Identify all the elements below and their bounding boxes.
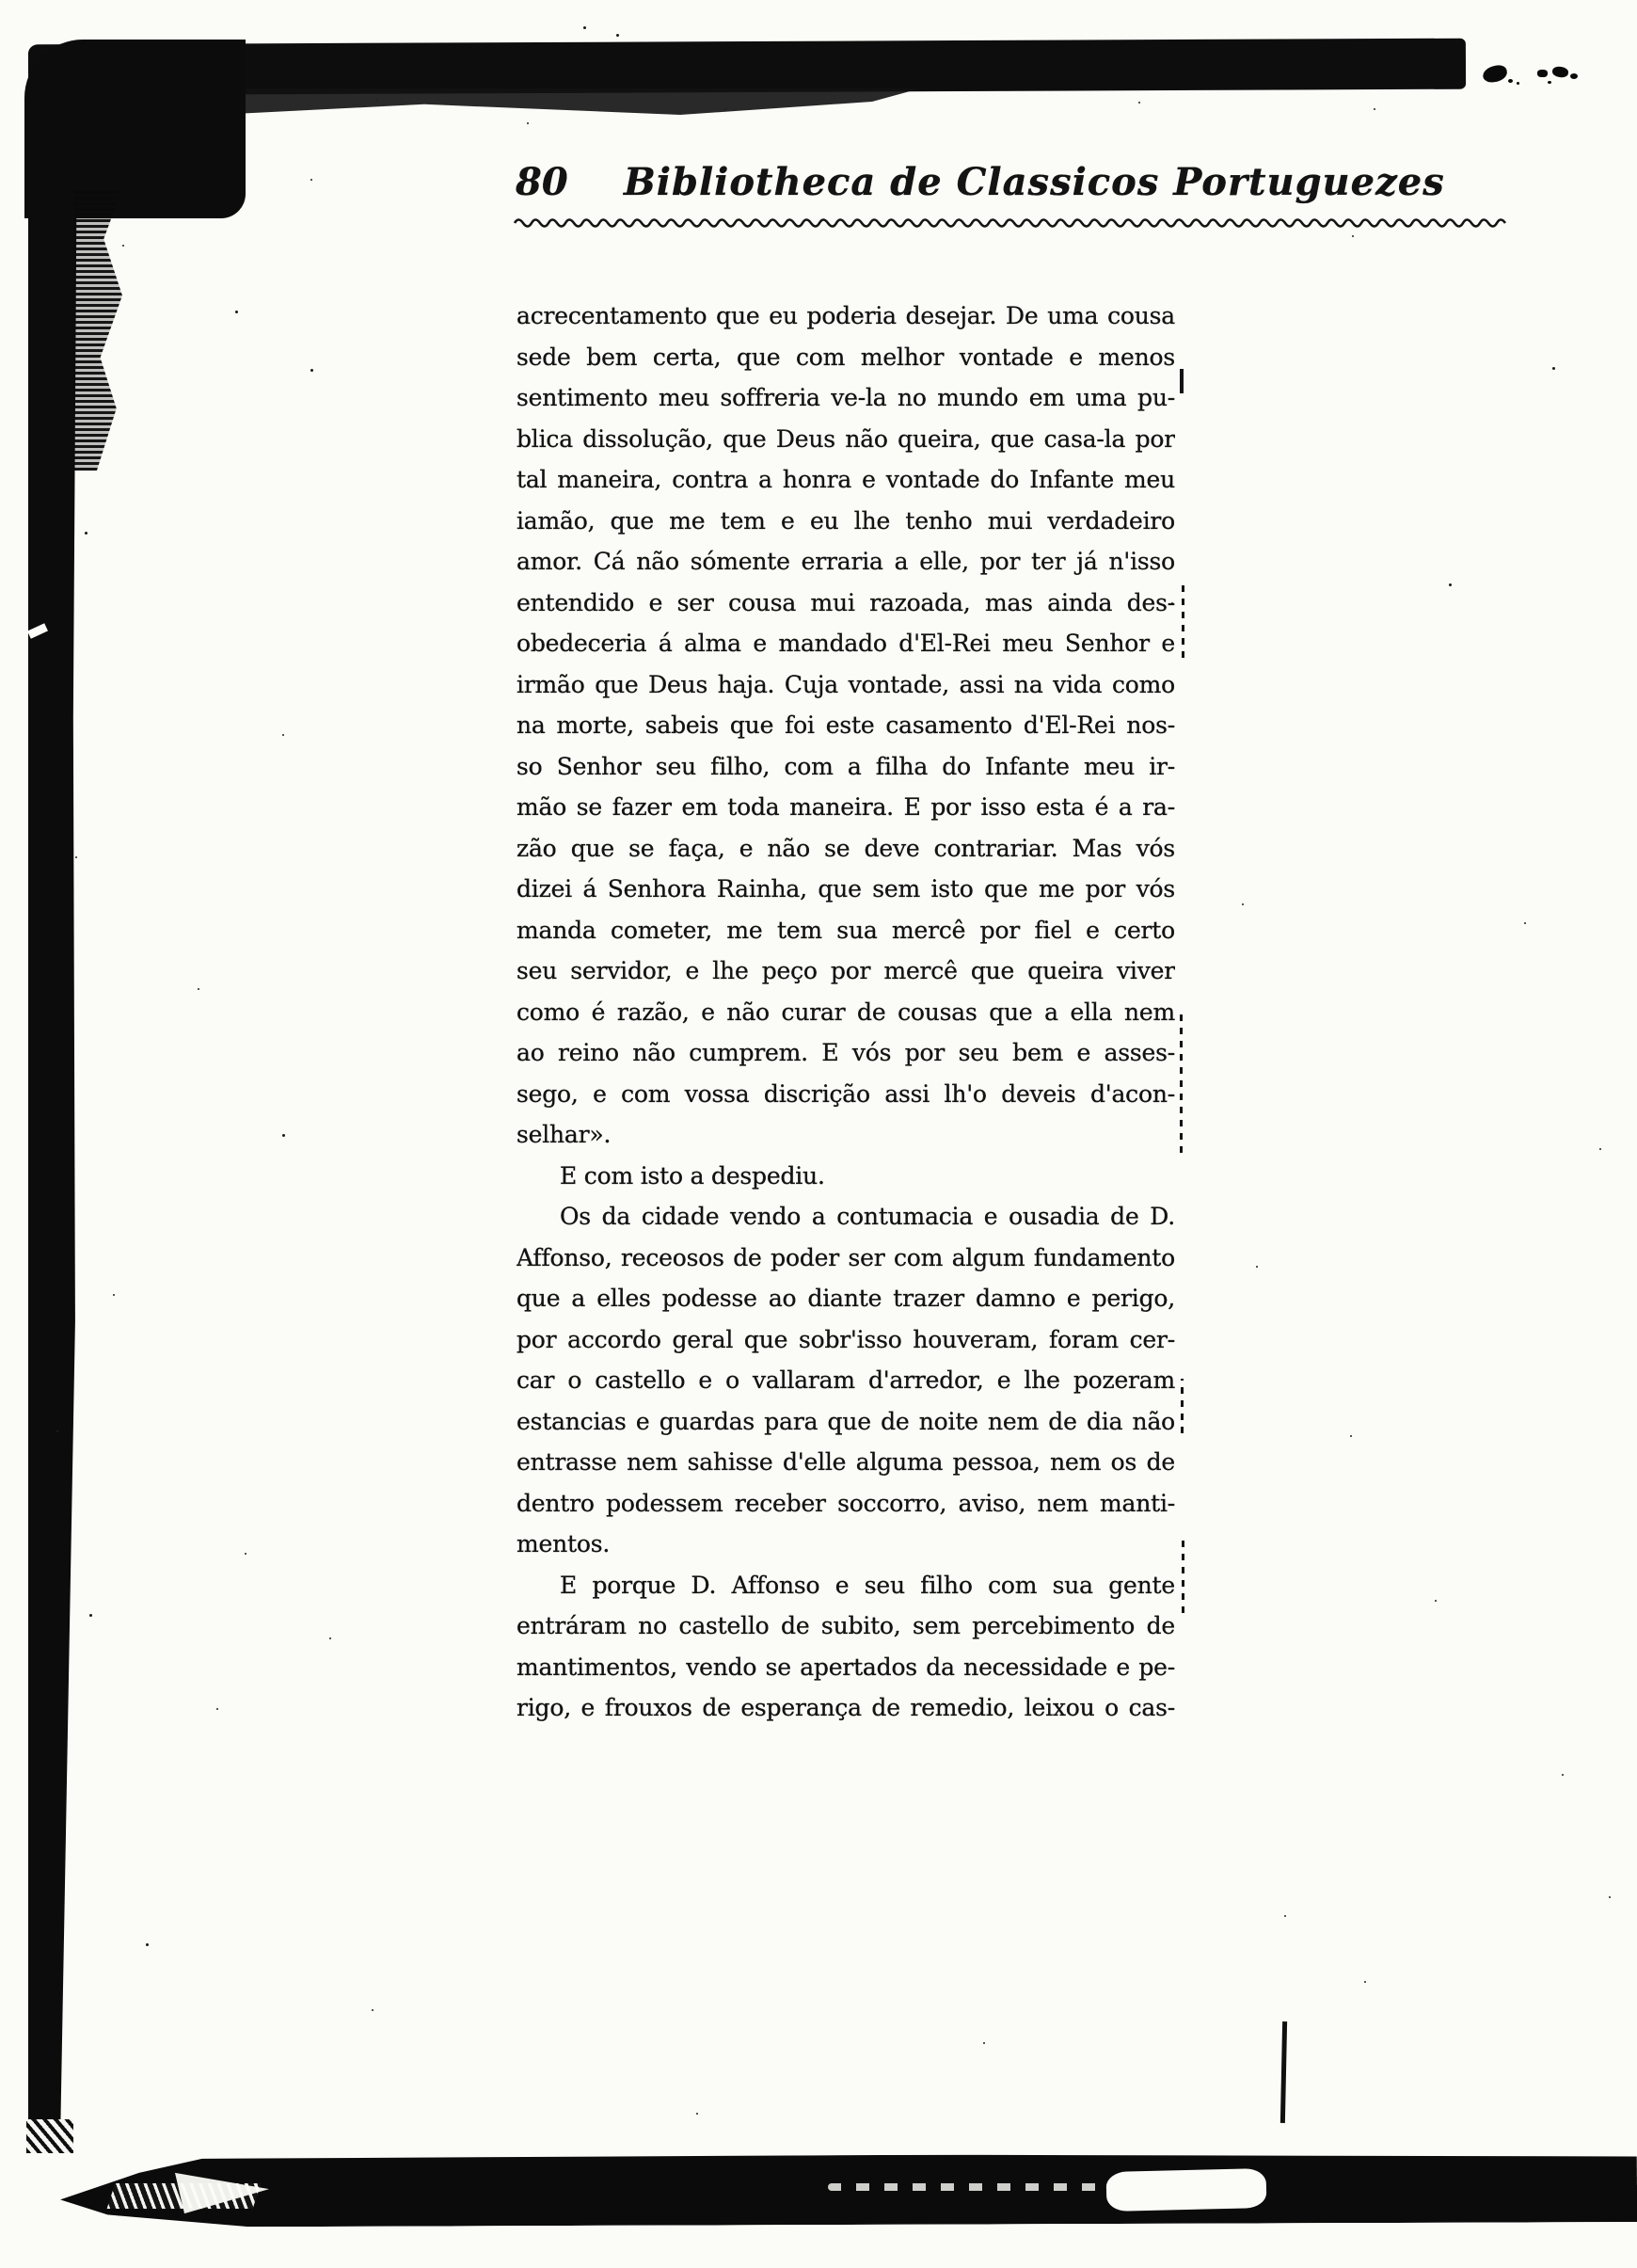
text-line: iamão, que me tem e eu lhe tenho mui verdadeiro — [517, 506, 1175, 535]
scan-fleck-2 — [1182, 579, 1184, 658]
text-line: mão se fazer em toda maneira. E por isso esta é a ra- — [517, 793, 1175, 821]
wavy-rule — [514, 215, 1511, 230]
scan-right-line — [1280, 2021, 1287, 2123]
text-line: amor. Cá não sómente erraria a elle, por ter já n'isso — [517, 548, 1175, 575]
scan-fleck-3 — [1180, 1012, 1183, 1153]
scan-left-texture — [73, 188, 122, 471]
scan-border-left — [28, 113, 77, 2127]
scan-fleck-5 — [1182, 1534, 1184, 1613]
text-line: so Senhor seu filho, com a filha do Infante meu ir- — [517, 752, 1175, 780]
text-line: que a elles podesse ao diante trazer damno e perigo, — [517, 1285, 1175, 1312]
scan-fleck-1 — [1180, 369, 1184, 393]
ink-blob-4 — [1537, 70, 1548, 77]
text-line: seu servidor, e lhe peço por mercê que queira viver — [517, 957, 1175, 984]
text-line: Os da cidade vendo a contumacia e ousadia de D. — [560, 1203, 1175, 1230]
scan-fleck-4 — [1181, 1379, 1184, 1433]
text-line: rigo, e frouxos de esperança de remedio, leixou o cas- — [517, 1694, 1175, 1721]
text-line: como é razão, e não curar de cousas que a ella nem — [517, 998, 1175, 1026]
paper-speckles-large — [0, 0, 3, 3]
scan-hatch-bottomleft — [26, 2119, 73, 2153]
text-line: sede bem certa, que com melhor vontade e menos — [517, 343, 1175, 371]
text-line: sego, e com vossa discrição assi lh'o deveis d'acon- — [517, 1079, 1175, 1108]
text-line: acrecentamento que eu poderia desejar. De uma cousa — [517, 302, 1175, 329]
ink-blob-1 — [1482, 63, 1509, 84]
text-line: zão que se faça, e não se deve contrariar. Mas vós — [517, 834, 1175, 862]
text-line: na morte, sabeis que foi este casamento d'El-Rei nos- — [517, 711, 1175, 739]
text-line: sentimento meu soffreria ve-la no mundo em uma pu- — [517, 384, 1175, 411]
text-line: entráram no castello de subito, sem percebimento de — [517, 1612, 1175, 1639]
ink-blob-6 — [1570, 73, 1578, 79]
ink-blob-3 — [1517, 82, 1519, 85]
text-line: Affonso, receosos de poder ser com algum fundamento — [517, 1243, 1175, 1271]
text-line: mantimentos, vendo se apertados da necessidade e pe- — [517, 1653, 1175, 1681]
text-line: mentos. — [517, 1530, 611, 1557]
running-title: Bibliotheca de Classicos Portuguezes — [624, 160, 1445, 204]
ink-blob-5 — [1551, 66, 1568, 78]
scan-bottom-streak — [1106, 2168, 1267, 2212]
text-line: car o castello e o vallaram d'arredor, e lhe pozeram — [517, 1366, 1175, 1394]
text-line: por accordo geral que sobr'isso houveram, foram cer- — [517, 1325, 1175, 1353]
text-line: selhar». — [517, 1121, 612, 1148]
text-line: dizei á Senhora Rainha, que sem isto que me por vós — [517, 875, 1175, 902]
text-line: manda cometer, me tem sua mercê por fiel e certo — [517, 916, 1175, 944]
text-line: E porque D. Affonso e seu filho com sua gente — [560, 1571, 1175, 1599]
page-number: 80 — [516, 160, 568, 204]
text-line: dentro podessem receber soccorro, aviso, nem manti- — [517, 1489, 1175, 1517]
text-line: entrasse nem sahisse d'elle alguma pessoa, nem os de — [517, 1448, 1175, 1476]
text-line: entendido e ser cousa mui razoada, mas ainda des- — [517, 588, 1175, 616]
text-line: obedeceria á alma e mandado d'El-Rei meu Senhor e — [517, 630, 1175, 657]
text-line: tal maneira, contra a honra e vontade do Infante meu — [517, 466, 1175, 493]
scan-bottom-specks — [828, 2183, 1110, 2191]
text-line: irmão que Deus haja. Cuja vontade, assi na vida como — [517, 670, 1175, 698]
text-line: estancias e guardas para que de noite nem de dia não — [517, 1407, 1175, 1435]
ink-blob-7 — [1548, 81, 1551, 84]
text-line: E com isto a despediu. — [560, 1161, 825, 1190]
ink-blob-2 — [1508, 79, 1513, 83]
text-line: ao reino não cumprem. E vós por seu bem e asses- — [517, 1039, 1175, 1066]
text-line: blica dissolução, que Deus não queira, que casa-la por — [517, 424, 1175, 453]
body-text — [517, 295, 1175, 1729]
